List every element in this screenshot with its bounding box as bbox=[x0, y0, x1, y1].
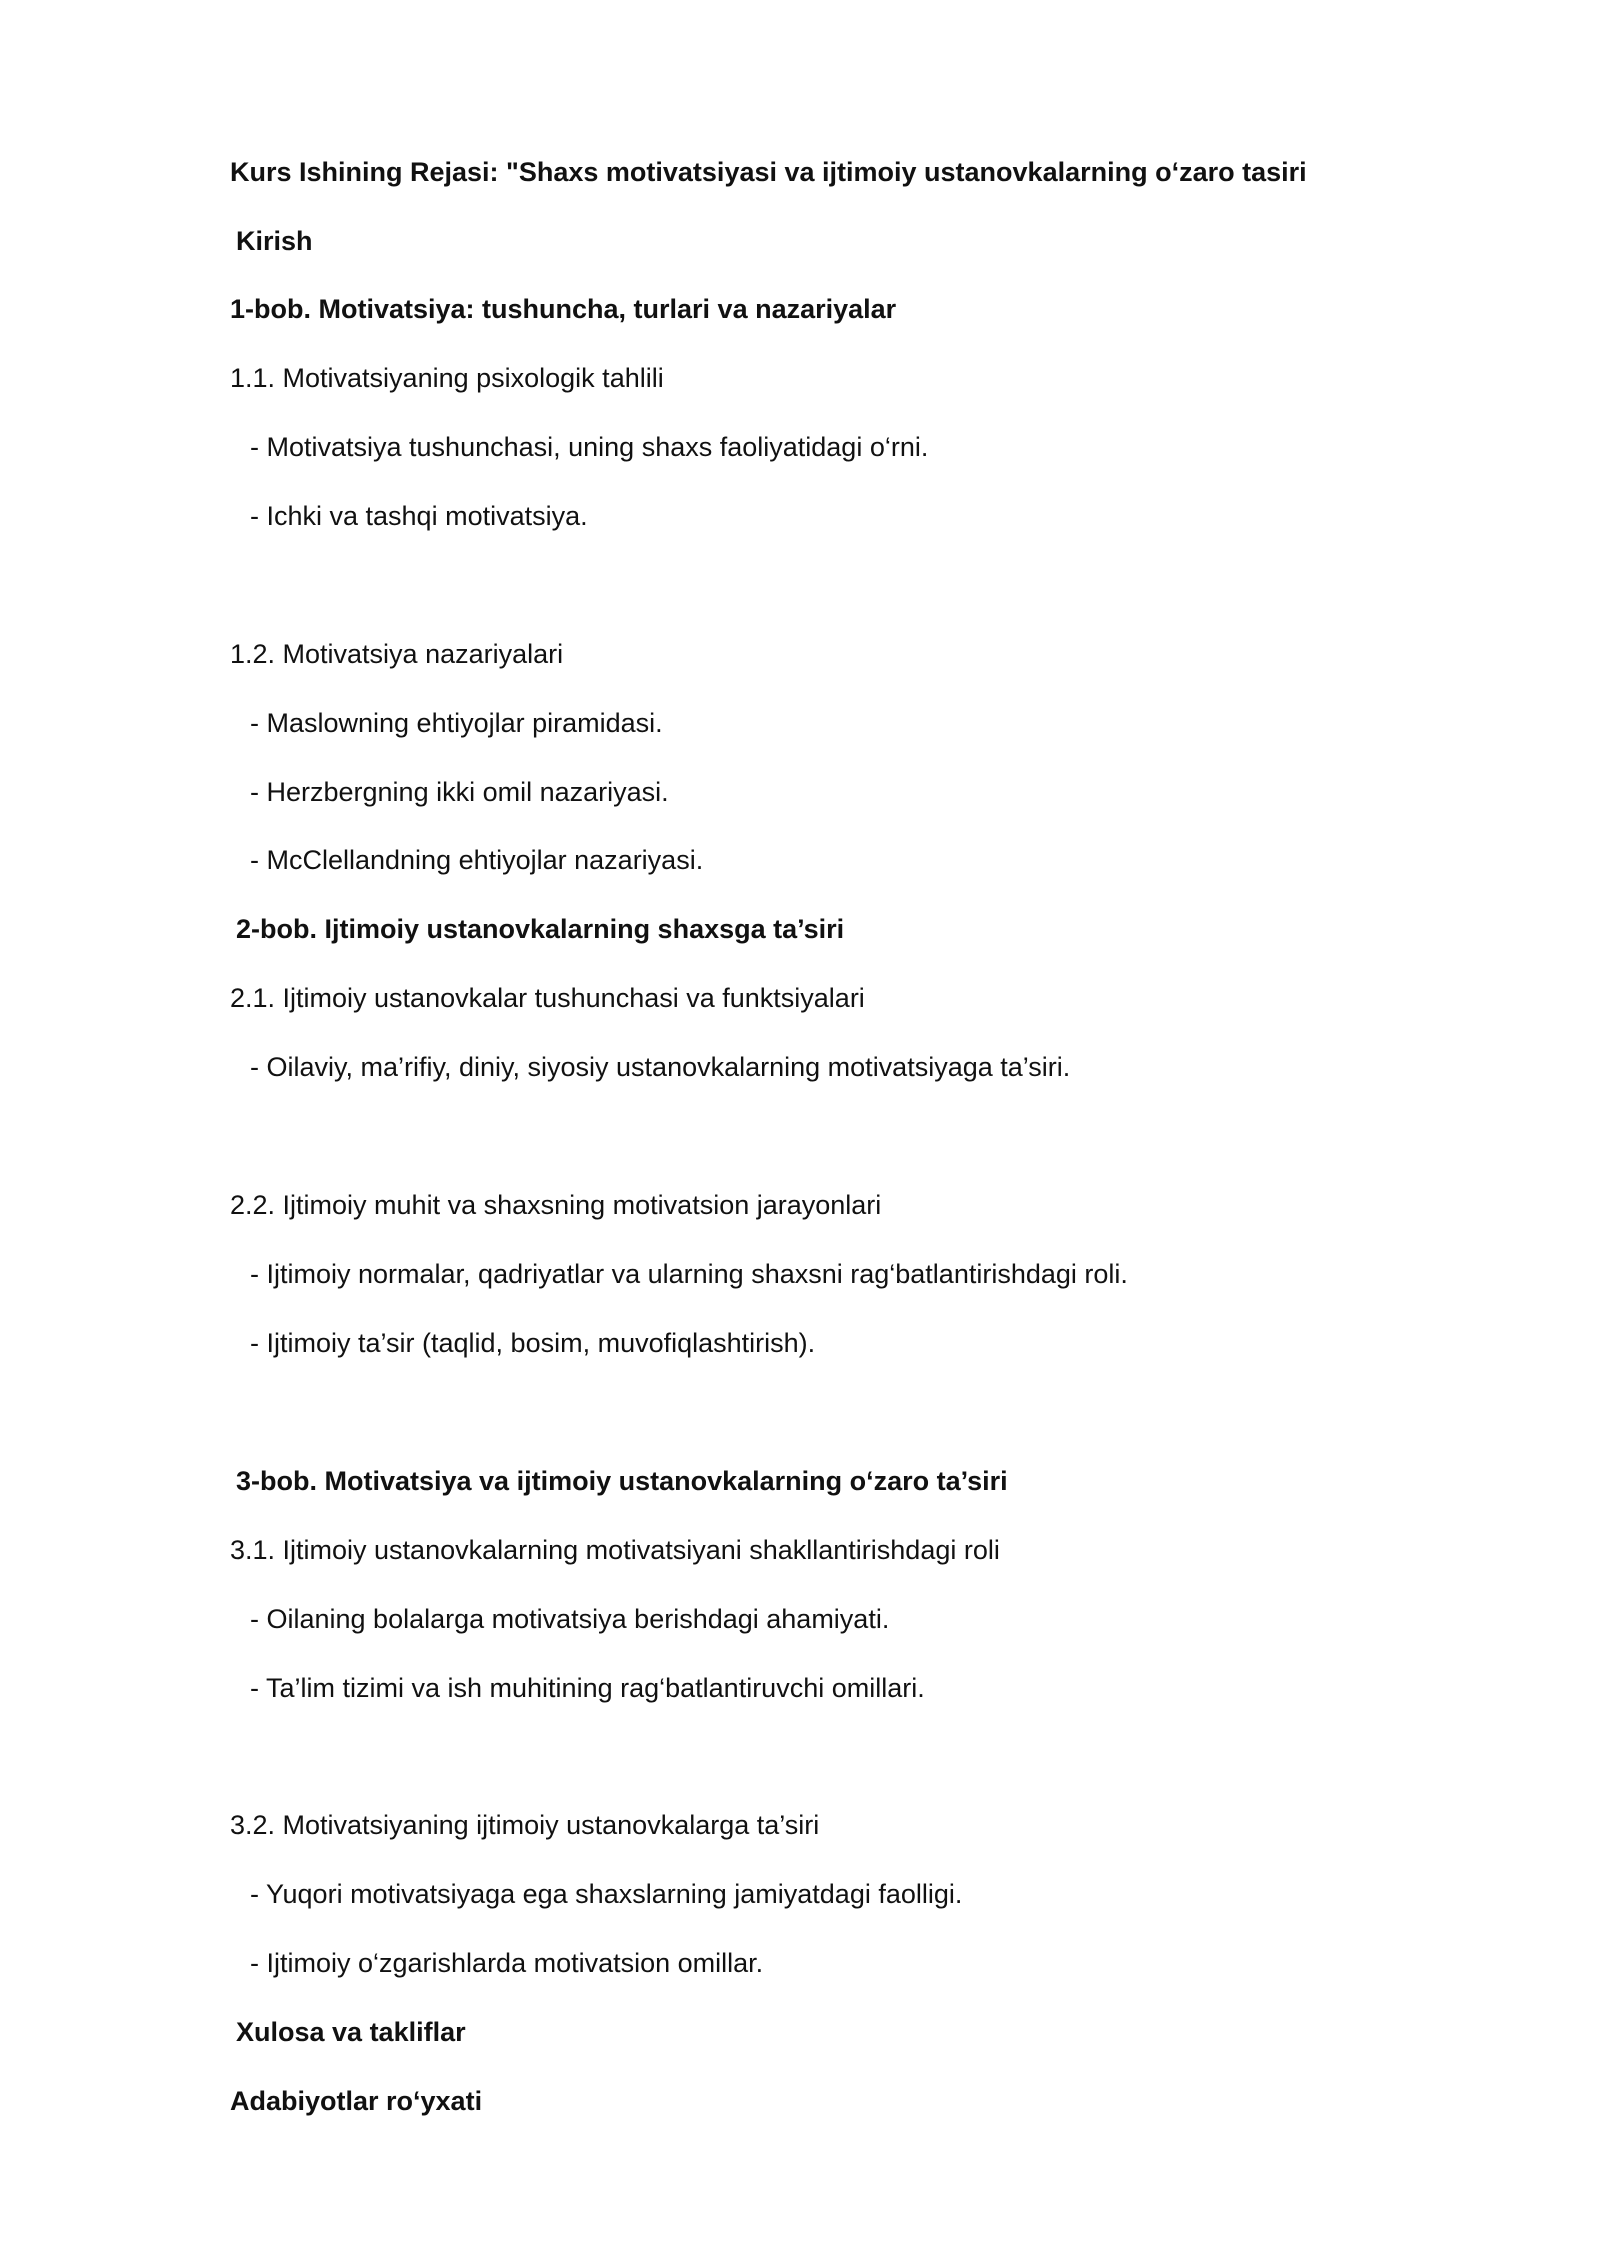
section-3-2-heading: 3.2. Motivatsiyaning ijtimoiy ustanovkalarga ta’siri bbox=[230, 1810, 820, 1840]
list-item: - Oilaviy, ma’rifiy, diniy, siyosiy ustanovkalarning motivatsiyaga ta’siri. bbox=[250, 1052, 1071, 1082]
list-item: - Ichki va tashqi motivatsiya. bbox=[250, 501, 588, 531]
section-3-1-heading: 3.1. Ijtimoiy ustanovkalarning motivatsiyani shakllantirishdagi roli bbox=[230, 1535, 1000, 1565]
list-item: - Motivatsiya tushunchasi, uning shaxs faoliyatidagi o‘rni. bbox=[250, 432, 929, 462]
list-item: - Ta’lim tizimi va ish muhitining rag‘batlantiruvchi omillari. bbox=[250, 1673, 925, 1703]
intro-heading: Kirish bbox=[236, 226, 313, 256]
list-item: - Ijtimoiy o‘zgarishlarda motivatsion omillar. bbox=[250, 1948, 764, 1978]
chapter3-heading: 3-bob. Motivatsiya va ijtimoiy ustanovkalarning o‘zaro ta’siri bbox=[236, 1466, 1008, 1496]
chapter1-heading: 1-bob. Motivatsiya: tushuncha, turlari va nazariyalar bbox=[230, 294, 897, 324]
document-title: Kurs Ishining Rejasi: "Shaxs motivatsiyasi va ijtimoiy ustanovkalarning o‘zaro tasiri bbox=[230, 157, 1307, 187]
references-heading: Adabiyotlar ro‘yxati bbox=[230, 2086, 483, 2116]
section-1-1-heading: 1.1. Motivatsiyaning psixologik tahlili bbox=[230, 363, 664, 393]
list-item: - Ijtimoiy normalar, qadriyatlar va ularning shaxsni rag‘batlantirishdagi roli. bbox=[250, 1259, 1128, 1289]
list-item: - Ijtimoiy ta’sir (taqlid, bosim, muvofiqlashtirish). bbox=[250, 1328, 816, 1358]
section-2-2-heading: 2.2. Ijtimoiy muhit va shaxsning motivatsion jarayonlari bbox=[230, 1190, 882, 1220]
section-1-2-heading: 1.2. Motivatsiya nazariyalari bbox=[230, 639, 564, 669]
list-item: - Maslowning ehtiyojlar piramidasi. bbox=[250, 708, 663, 738]
list-item: - McClellandning ehtiyojlar nazariyasi. bbox=[250, 845, 704, 875]
list-item: - Yuqori motivatsiyaga ega shaxslarning jamiyatdagi faolligi. bbox=[250, 1879, 963, 1909]
list-item: - Herzbergning ikki omil nazariyasi. bbox=[250, 777, 669, 807]
chapter2-heading: 2-bob. Ijtimoiy ustanovkalarning shaxsga ta’siri bbox=[236, 914, 845, 944]
list-item: - Oilaning bolalarga motivatsiya berishdagi ahamiyati. bbox=[250, 1604, 890, 1634]
conclusion-heading: Xulosa va takliflar bbox=[236, 2017, 466, 2047]
section-2-1-heading: 2.1. Ijtimoiy ustanovkalar tushunchasi va funktsiyalari bbox=[230, 983, 865, 1013]
